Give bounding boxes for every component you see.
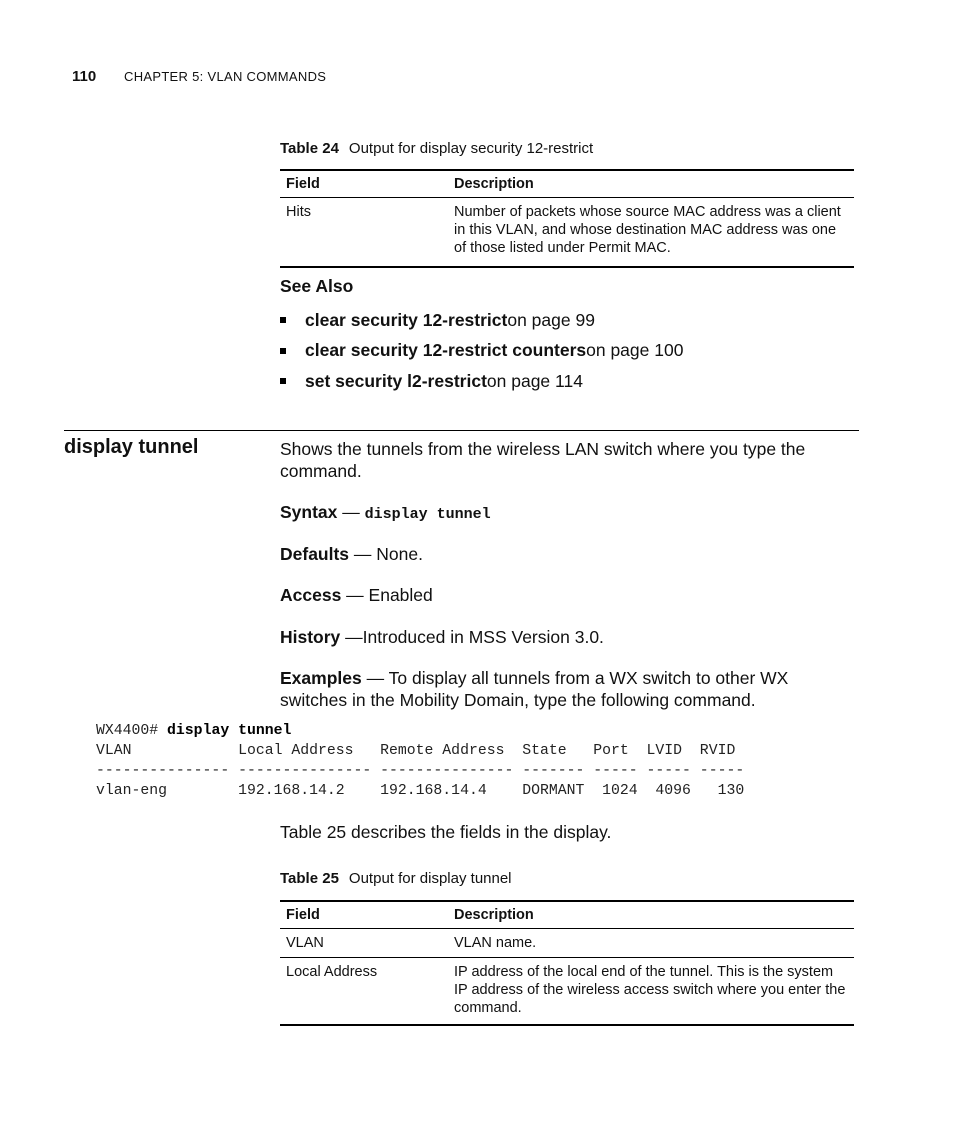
table-24-title: Output for display security 12-restrict (348, 140, 594, 157)
column-header-description: Description (454, 907, 534, 923)
column-header-field: Field (286, 176, 320, 192)
table-25 (280, 900, 854, 1026)
examples-paragraph (280, 667, 840, 711)
cli-row-line: vlan-eng 192.168.14.2 192.168.14.4 DORMANT 1024 4096 130 (96, 783, 745, 799)
see-also-item[interactable] (280, 305, 683, 336)
page-reference: on page 100 (586, 340, 684, 361)
syntax-line (280, 501, 840, 526)
access-label: Access (280, 585, 342, 605)
column-header-description: Description (454, 176, 534, 192)
table-cell-description: Number of packets whose source MAC address was a client in this VLAN, and whose destination MAC address was one of those listed under Permit MAC. (454, 204, 841, 256)
see-also-heading: See Also (280, 276, 354, 296)
running-head: CHAPTER 5: VLAN COMMANDS (124, 69, 327, 84)
syntax-command: display tunnel (364, 506, 491, 523)
table-header-row (280, 170, 854, 198)
cli-command: display tunnel (167, 723, 292, 739)
examples-label: Examples (280, 668, 362, 688)
cli-header-line: VLAN Local Address Remote Address State Port LVID RVID (96, 743, 736, 759)
table-25-label: Table 25 (280, 870, 339, 887)
history-line (280, 626, 840, 648)
syntax-label: Syntax (280, 502, 338, 522)
cli-example (96, 721, 744, 801)
cli-dash-line: --------------- --------------- --------------- ------- ----- ----- ----- (96, 763, 745, 779)
table-header-row (280, 901, 854, 929)
bullet-icon (280, 317, 286, 323)
defaults-line (280, 543, 840, 565)
column-header-field: Field (286, 907, 320, 923)
access-line (280, 584, 840, 606)
table-24-caption (280, 140, 593, 157)
table-row (280, 929, 854, 958)
see-also-list (280, 305, 683, 397)
defaults-label: Defaults (280, 544, 350, 564)
table-cell-field: Hits (286, 204, 311, 220)
examples-text: — To display all tunnels from a WX switch to other WX switches in the Mobility Domain, type the following command. (280, 668, 789, 710)
page-number: 110 (72, 68, 97, 85)
table-cell-description: IP address of the local end of the tunnel. This is the system IP address of the wireless access switch where you enter the command. (454, 964, 846, 1016)
command-link[interactable]: clear security 12-restrict (305, 309, 508, 330)
see-also-item[interactable] (280, 366, 683, 397)
section-divider (64, 430, 859, 431)
table-24 (280, 169, 854, 268)
bullet-icon (280, 348, 286, 354)
table-cell-description: VLAN name. (454, 935, 537, 951)
table-25-title: Output for display tunnel (348, 870, 512, 887)
page-reference: on page 99 (507, 309, 595, 330)
defaults-text: — None. (349, 544, 423, 564)
table-row (280, 958, 854, 1026)
table-24-label: Table 24 (280, 140, 339, 157)
command-link[interactable]: set security l2-restrict (305, 370, 487, 391)
table-cell-field: Local Address (286, 964, 378, 980)
syntax-separator: — (337, 502, 365, 522)
history-text: —Introduced in MSS Version 3.0. (340, 627, 604, 647)
see-also-item[interactable] (280, 336, 683, 367)
section-title: display tunnel (64, 436, 199, 458)
history-label: History (280, 627, 341, 647)
table-row (280, 198, 854, 268)
command-link[interactable]: clear security 12-restrict counters (305, 340, 587, 361)
cli-prompt: WX4400# (96, 723, 168, 739)
table-25-caption (280, 870, 512, 887)
describes-text: Table 25 describes the fields in the display. (280, 822, 612, 842)
section-intro: Shows the tunnels from the wireless LAN switch where you type the command. (280, 439, 806, 481)
table-cell-field: VLAN (286, 935, 324, 951)
access-text: — Enabled (341, 585, 433, 605)
bullet-icon (280, 378, 286, 384)
page-reference: on page 114 (486, 370, 583, 391)
